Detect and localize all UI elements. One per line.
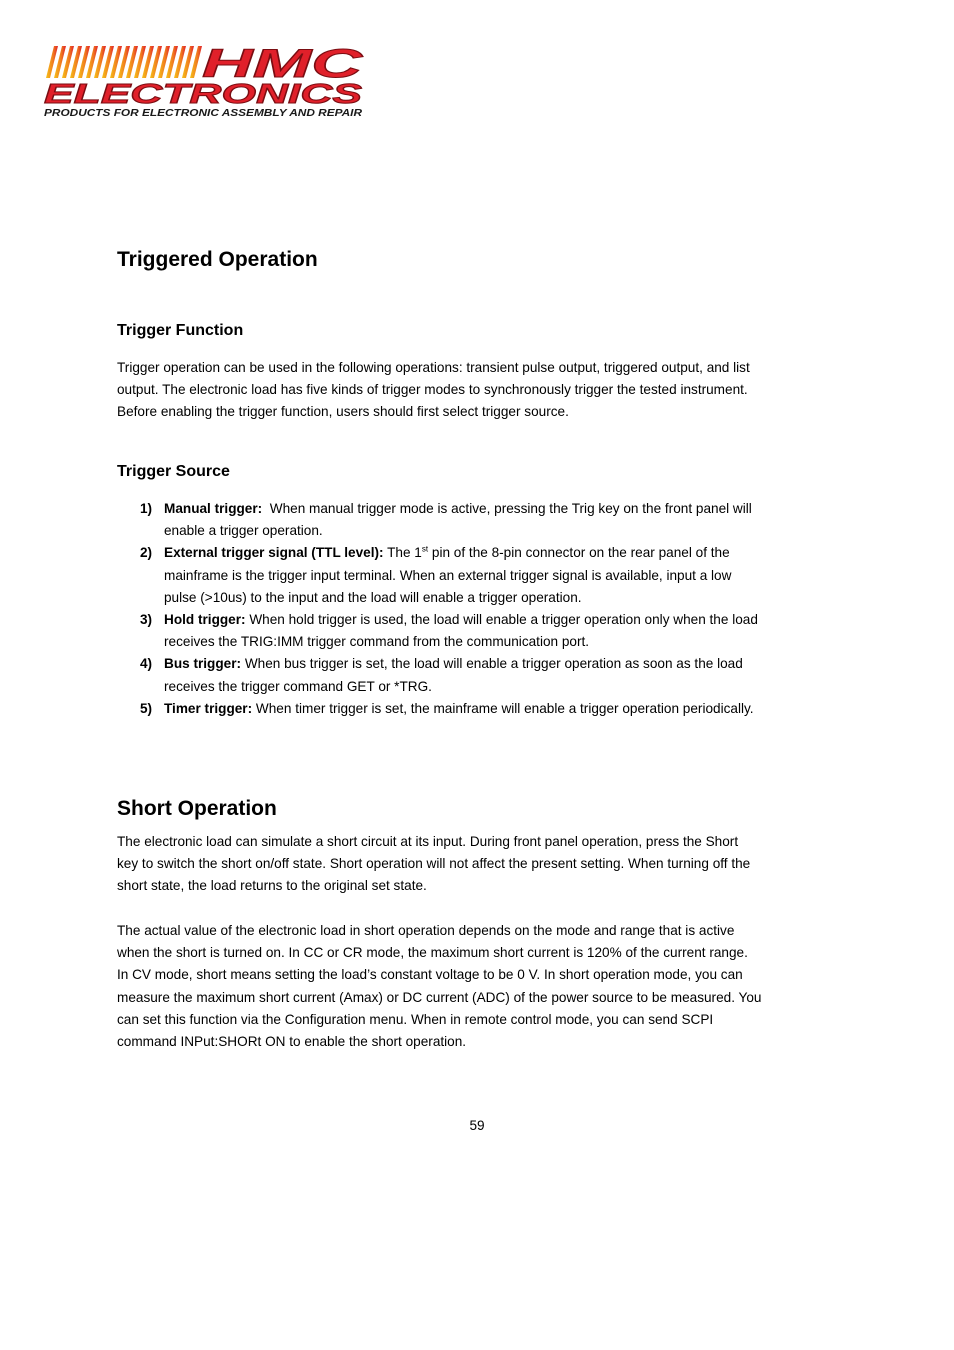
list-item-number: 3): [140, 612, 153, 628]
trigger-source-heading: Trigger Source: [117, 463, 230, 480]
triggered-operation-heading: Triggered Operation: [117, 248, 318, 271]
logo-electronics-text: ELECTRONICS: [44, 78, 363, 109]
list-item-number: 2): [140, 545, 153, 561]
list-item: [117, 498, 762, 542]
trigger-function-heading: Trigger Function: [117, 322, 244, 339]
list-item-text: When timer trigger is set, the mainframe will enable a trigger operation periodically.: [252, 700, 754, 716]
list-item-number: 5): [140, 700, 153, 716]
list-item-text: When hold trigger is used, the load will enable a trigger operation only when the load receives the TRIG:IMM trigger command from the communication port.: [164, 612, 758, 650]
list-item-number: 1): [140, 501, 153, 516]
list-item-text-continued: pin of the 8-pin connector on the rear panel of the mainframe is the trigger input terminal. When an external trigger signal is available, input a low pulse (>10us) to the input and the load will enable a trigger operation.: [164, 545, 732, 605]
list-item: [117, 698, 762, 720]
list-item-number: 4): [140, 656, 153, 672]
list-item-text: When bus trigger is set, the load will enable a trigger operation as soon as the load receives the trigger command GET or *TRG.: [164, 656, 743, 694]
trigger-function-text: Trigger operation can be used in the following operations: transient pulse output, triggered output, and list output. The electronic load has five kinds of trigger modes to synchronously trigger the tested instrument. Before enabling the trigger function, users should first select trigger source.: [117, 360, 750, 420]
list-item-term: Hold trigger:: [164, 612, 246, 628]
list-item-term: External trigger signal (TTL level):: [164, 545, 384, 561]
list-item-superscript: st: [421, 544, 429, 554]
logo-hmc-text: HMC: [202, 42, 364, 86]
list-item-term: Bus trigger:: [164, 656, 242, 672]
short-operation-heading: Short Operation: [117, 797, 277, 820]
hmc-electronics-logo: [42, 42, 366, 120]
logo-graphic: [42, 42, 366, 120]
short-operation-paragraph-2: The actual value of the electronic load in short operation depends on the mode and range that is active when the short is turned on. In CC or CR mode, the maximum short current is 120% of the current range. In CV mode, short means setting the load’s constant voltage to be 0 V. In short operation mode, you can measure the maximum short current (Amax) or DC current (ADC) of the power source to be measured. You can set this function via the Configuration menu. When in remote control mode, you can send SCPI command INPut:SHORt ON to enable the short operation.: [117, 923, 762, 1050]
logo-stripes: [46, 46, 202, 78]
list-item: [117, 653, 762, 697]
short-operation-paragraph-1: The electronic load can simulate a short circuit at its input. During front panel operation, press the Short key to switch the short on/off state. Short operation will not affect the present setting. When turning off the short state, the load returns to the original set state.: [117, 834, 751, 894]
list-item: [117, 542, 762, 609]
page-number: 59: [469, 1118, 485, 1133]
list-item: [117, 609, 762, 653]
list-item-text: The 1: [383, 545, 422, 561]
list-item-text: When manual trigger mode is active, pressing the Trig key on the front panel will enable a trigger operation.: [164, 501, 756, 539]
trigger-source-list: [117, 498, 762, 720]
list-item-term: Manual trigger:: [164, 501, 263, 516]
logo-tagline: PRODUCTS FOR ELECTRONIC ASSEMBLY AND REPAIR: [44, 108, 363, 119]
list-item-term: Timer trigger:: [164, 700, 253, 716]
